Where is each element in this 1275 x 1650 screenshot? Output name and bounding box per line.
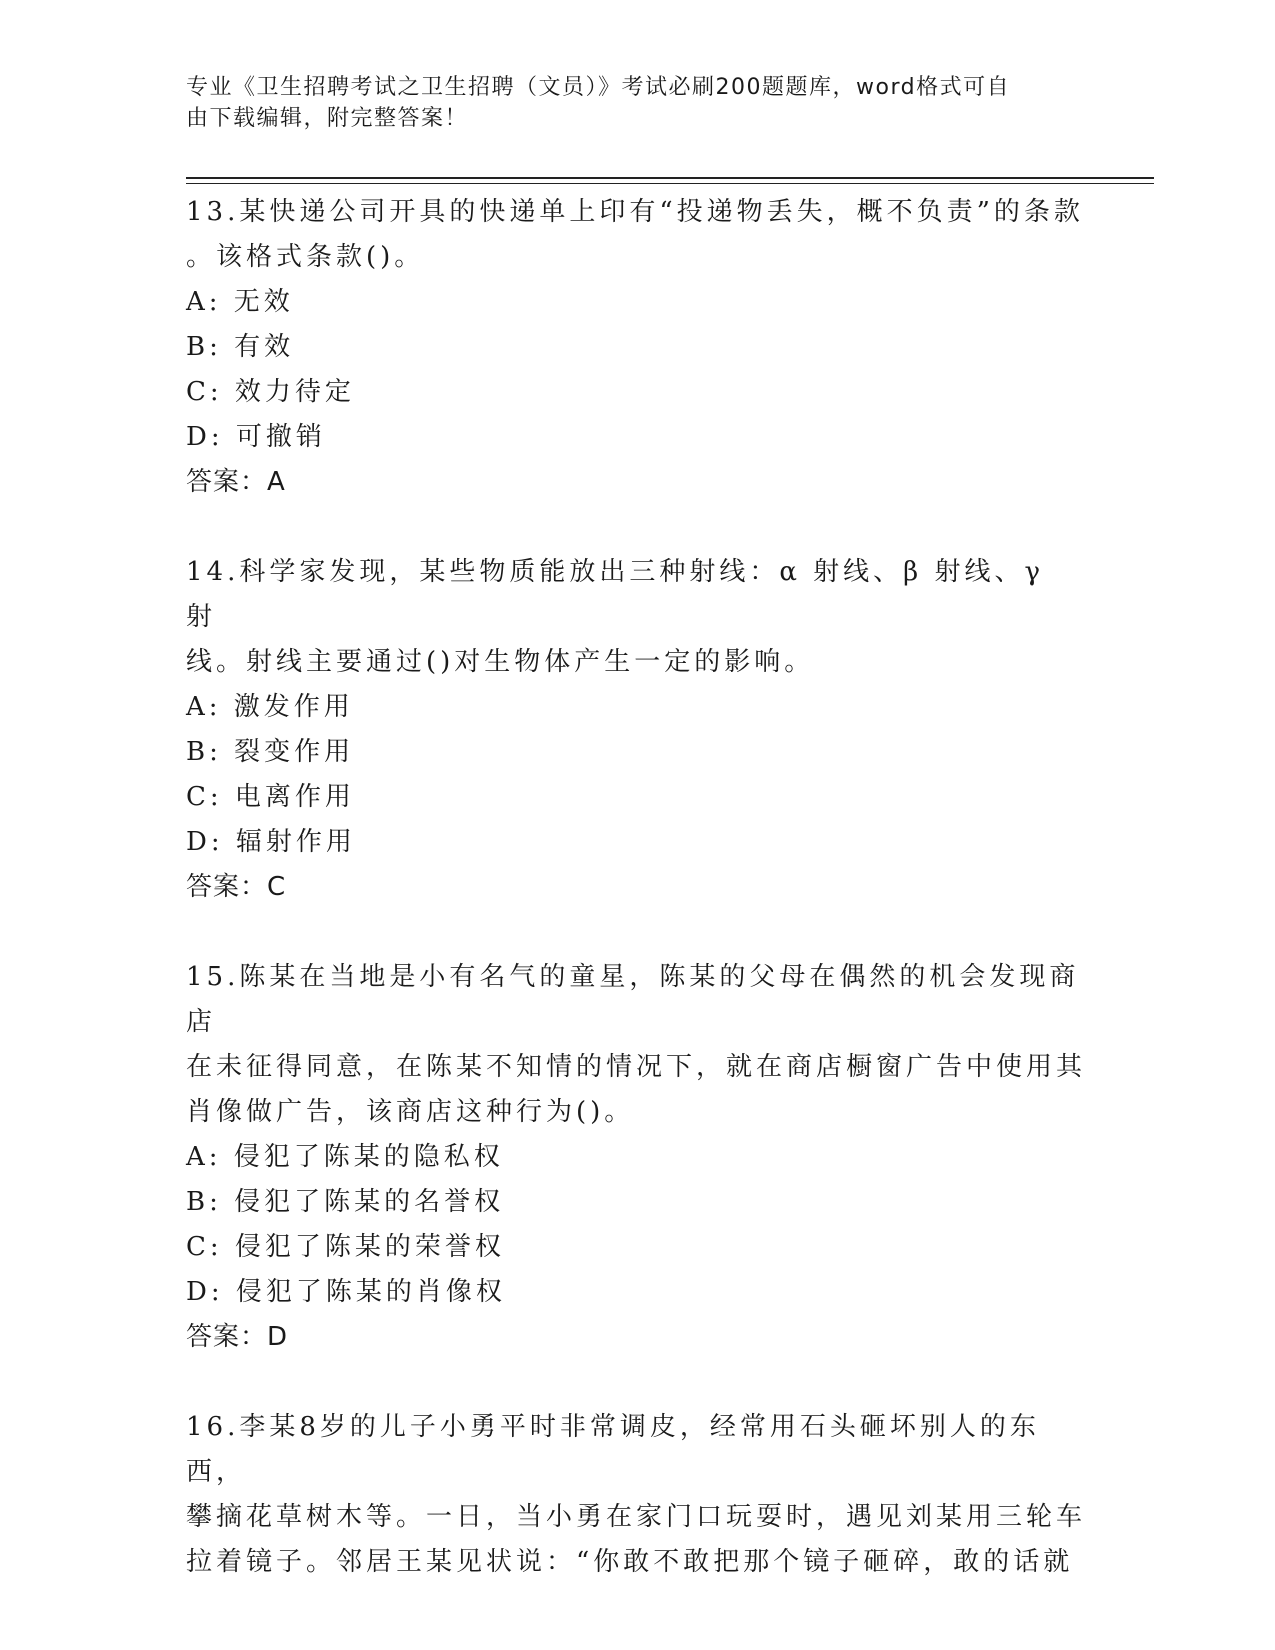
document-header — [186, 72, 1066, 134]
question-13 — [186, 190, 1086, 505]
header-rule-thick — [186, 177, 1154, 179]
question-text-line: 在未征得同意，在陈某不知情的情况下，就在商店橱窗广告中使用其 — [186, 1052, 1087, 1082]
question-text-line: 拉着镜子。邻居王某见状说：“你敢不敢把那个镜子砸碎，敢的话就 — [186, 1547, 1074, 1577]
option-b: B: 侵犯了陈某的名誉权 — [186, 1187, 505, 1217]
header-rule-thin — [186, 183, 1154, 184]
option-c: C: 效力待定 — [186, 377, 355, 407]
option-a: A: 侵犯了陈某的隐私权 — [186, 1142, 504, 1172]
question-text-line: 13.某快递公司开具的快递单上印有“投递物丢失，概不负责”的条款 — [186, 197, 1084, 227]
question-16 — [186, 1405, 1086, 1585]
option-b: B: 有效 — [186, 332, 295, 362]
question-14 — [186, 550, 1086, 910]
question-text-line: 16.李某8岁的儿子小勇平时非常调皮，经常用石头砸坏别人的东西， — [186, 1412, 1040, 1487]
header-line-1: 专业《卫生招聘考试之卫生招聘（文员）》考试必刷200题题库，word格式可自 — [186, 75, 1011, 100]
header-line-2: 由下载编辑，附完整答案！ — [186, 106, 469, 131]
question-text-line: 肖像做广告，该商店这种行为()。 — [186, 1097, 635, 1127]
answer-label: 答案：C — [186, 872, 287, 902]
question-text-line: 线。射线主要通过()对生物体产生一定的影响。 — [186, 647, 815, 677]
option-d: D: 侵犯了陈某的肖像权 — [186, 1277, 506, 1307]
option-c: C: 电离作用 — [186, 782, 355, 812]
option-a: A: 无效 — [186, 287, 294, 317]
questions-list — [186, 190, 1086, 1630]
option-a: A: 激发作用 — [186, 692, 354, 722]
option-d: D: 辐射作用 — [186, 827, 356, 857]
question-text-line: 。该格式条款()。 — [186, 242, 425, 272]
question-15 — [186, 955, 1086, 1360]
option-d: D: 可撤销 — [186, 422, 326, 452]
answer-label: 答案：D — [186, 1322, 289, 1352]
question-text-line: 15.陈某在当地是小有名气的童星，陈某的父母在偶然的机会发现商店 — [186, 962, 1080, 1037]
question-text-line: 14.科学家发现，某些物质能放出三种射线：α 射线、β 射线、γ 射 — [186, 557, 1045, 632]
option-b: B: 裂变作用 — [186, 737, 355, 767]
question-text-line: 攀摘花草树木等。一日，当小勇在家门口玩耍时，遇见刘某用三轮车 — [186, 1502, 1087, 1532]
option-c: C: 侵犯了陈某的荣誉权 — [186, 1232, 505, 1262]
answer-label: 答案：A — [186, 467, 286, 497]
